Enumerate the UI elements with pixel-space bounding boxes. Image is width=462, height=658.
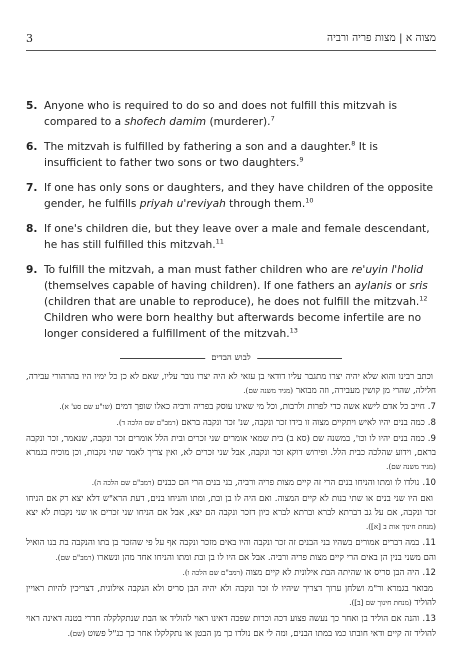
item-number: 6. [26, 141, 38, 153]
item-number: 8. [26, 223, 38, 235]
footnote-number: 7. [427, 402, 436, 413]
item-text: If one has only sons or daughters, and they have children of the opposite gender, he fulfills [44, 182, 434, 210]
running-head: מצוה א | מצות פריה ורביה [327, 32, 436, 44]
footnote-ref[interactable]: 13 [289, 326, 298, 335]
item-italic: shofech damim [124, 116, 207, 128]
halacha-list [26, 98, 436, 351]
footnote-source: (שם). [67, 628, 86, 638]
footnote-text: וכתב רבינו והוא שלא יהיה יצרו מתגבר עליו דודאי בן עזאי לא היה יצרו גובר עליו, שאם לא כן כל ימיו היו בהרהורי עבירה, חלילה, שהרי מן קושין מעבירה, וזה מבואר [26, 372, 436, 397]
item-number: 7. [26, 182, 38, 194]
item-italic: re'uyin l'holid [351, 264, 423, 276]
halacha-item [26, 98, 436, 130]
footnote [26, 400, 436, 414]
item-italic: priyah u'reviyah [139, 198, 226, 210]
item-text: (murderer). [206, 116, 271, 128]
footnote-text: היה הבן סריס או שהיתה הבת אילונית לא קיים מצוה [245, 568, 420, 579]
halacha-item [26, 139, 436, 171]
footnote [26, 432, 436, 475]
footnote-source: (מגיד משנה שם). [243, 386, 294, 396]
footnote-text: והנה אם הוליד בן ואחר כך נעשה פצוע דכה וכרות שפכה דאינו ראוי להוליד או הבת שנתקלקלה חדרי בטנה דאינה ראוי להוליד זה קיים ודאי חובתו כמו במתו הבנים, ומה לי אם נולדו כך מן הבטן או נתקלקלו אחר כך כנ"ל פשוט [26, 614, 436, 639]
footnote-text: חייב כל אדם לישא אשה כדי לפרות ולרבות, וכל מי שאינו עוסק בפריה ורביה כאלו שופך דמים [115, 402, 425, 413]
header-rule [26, 50, 436, 51]
halacha-item [26, 262, 436, 342]
footnote-ref[interactable]: 8 [351, 139, 356, 148]
footnote-source: (מנחת חינוך אות ב [א]). [365, 522, 436, 532]
page-number: 3 [26, 32, 33, 45]
footnote-source: (רמב"ם שם הלכה ה). [91, 478, 155, 488]
footnote-number: 12. [422, 568, 436, 579]
item-text: (children that are unable to reproduce), he does not fulfill the mitzvah. [44, 296, 420, 308]
hebrew-footnotes [26, 370, 436, 642]
footnote-source: (מגיד משנה שם). [386, 462, 436, 472]
item-text: The mitzvah is fulfilled by fathering a son and a daughter. [44, 141, 352, 153]
footnote-ref[interactable]: 9 [299, 155, 304, 164]
footnote [26, 612, 436, 641]
footnote-text: כמה בנים יהיו לאיש ויתקיים מצוה זו בידו זכר ונקבה, שנ' זכר ונקבה בראם [181, 417, 425, 428]
footnote-source: (רמב"ם שם הלכה ו). [182, 568, 243, 578]
item-number: 5. [26, 100, 38, 112]
footnote-ref[interactable]: 10 [305, 196, 314, 205]
footnote-text: כמה בנים יהיו לו וכו', במשנה שם (סא ב) בית שמאי אומרים שני זכרים ובית הלל אומרים זכר ונקבה, שנאמר, זכר ונקבה בראם, וידוע שהלכה כבית הלל. ופירוש דוקא זכר ונקבה, אבל שני זכרים לא, ואין צריך לאמר שתי נקבות, וכן מוכיח בגמרא [26, 433, 436, 458]
footnote-text: נולדו לו ומתו והניחו בנים הרי זה קיים מצות פריה ורביה, בני בנים הרי הם כבנים [157, 478, 420, 489]
footnote [26, 566, 436, 580]
footnote-source: (מנחת חינוך שם [ב]). [349, 598, 412, 608]
footnote-number: 10. [422, 478, 436, 489]
item-text: To fulfill the mitzvah, a man must father children who are [44, 264, 352, 276]
footnote-text: במה דברים אמורים בשהיו בני הבנים זה זכר ונקבה והיו באים מזכר ונקבה אף על פי שהזכר בן בתו והנקבה בת בנו הואיל והם משני בנין הן באים הרי קיים מצות פריה ורביה. אבל אם היו לו בן ובת ומתו והניחו אחד מהן ונשארו [26, 538, 436, 563]
footnote-number: 9. [427, 433, 436, 444]
page-header [26, 32, 436, 48]
item-text: through them. [225, 198, 306, 210]
footnote [26, 492, 436, 535]
footnote [26, 582, 436, 611]
footnote-ref[interactable]: 12 [419, 294, 428, 303]
item-text: (themselves capable of having children). If one fathers an [44, 280, 355, 292]
footnote [26, 536, 436, 565]
footnote [26, 370, 436, 399]
footnote-number: 8. [427, 417, 436, 428]
halacha-item [26, 180, 436, 212]
commentary-title: לבוש הבדים [205, 352, 257, 363]
footnote-ref[interactable]: 11 [215, 237, 224, 246]
item-italic: sris [409, 280, 428, 292]
item-text: or [391, 280, 410, 292]
footnote [26, 416, 436, 430]
footnote-source: (רמב"ם שם). [55, 552, 95, 562]
footnote-ref[interactable]: 7 [270, 114, 275, 123]
footnote-text: ואם היו שני בנים או שתי בנות לא קיים המצוה. ואם היה לו בן ובת, ומתו והניחו בנים, דעת הרא"ש דלא יצא רק אם הניחו זכר ונקבה, אם על גב דברתא לברא וברתא לברא כיון דזכר ונקבה הם יצא, אבל אם הניחו שני זכרים או שני נקבות לא יצא [26, 493, 436, 519]
footnote-number: 11. [422, 538, 436, 549]
item-text: Anyone who is required to do so and does not fulfill this mitzvah is compared to a [44, 100, 397, 128]
footnote-text: מבואר בגמרא ור"מ ושלחן ערוך דצריך שיהיו לו זכר ונקבה ולא יהיה הבן סריס ולא הנקבה אילונית, דצריכין להיות ראויין להוליד [26, 584, 436, 609]
footnote [26, 476, 436, 490]
item-text: It is insufficient to father two sons or two daughters. [44, 141, 378, 169]
item-text: If one's children die, but they leave over a male and female descendant, he has still fulfilled this mitzvah. [44, 223, 430, 251]
item-text: Children who were born healthy but afterwards become infertile are no longer considered a fulfillment of the mitzvah. [44, 312, 422, 340]
halacha-item [26, 221, 436, 253]
commentary-divider [120, 352, 342, 364]
item-number: 9. [26, 264, 38, 276]
footnote-number: 13. [422, 614, 436, 625]
footnote-source: (רמב"ם שם הלכה ד). [116, 417, 179, 427]
footnote-source: (שו"ע שם סע' א). [59, 402, 113, 412]
item-italic: aylanis [354, 280, 392, 292]
